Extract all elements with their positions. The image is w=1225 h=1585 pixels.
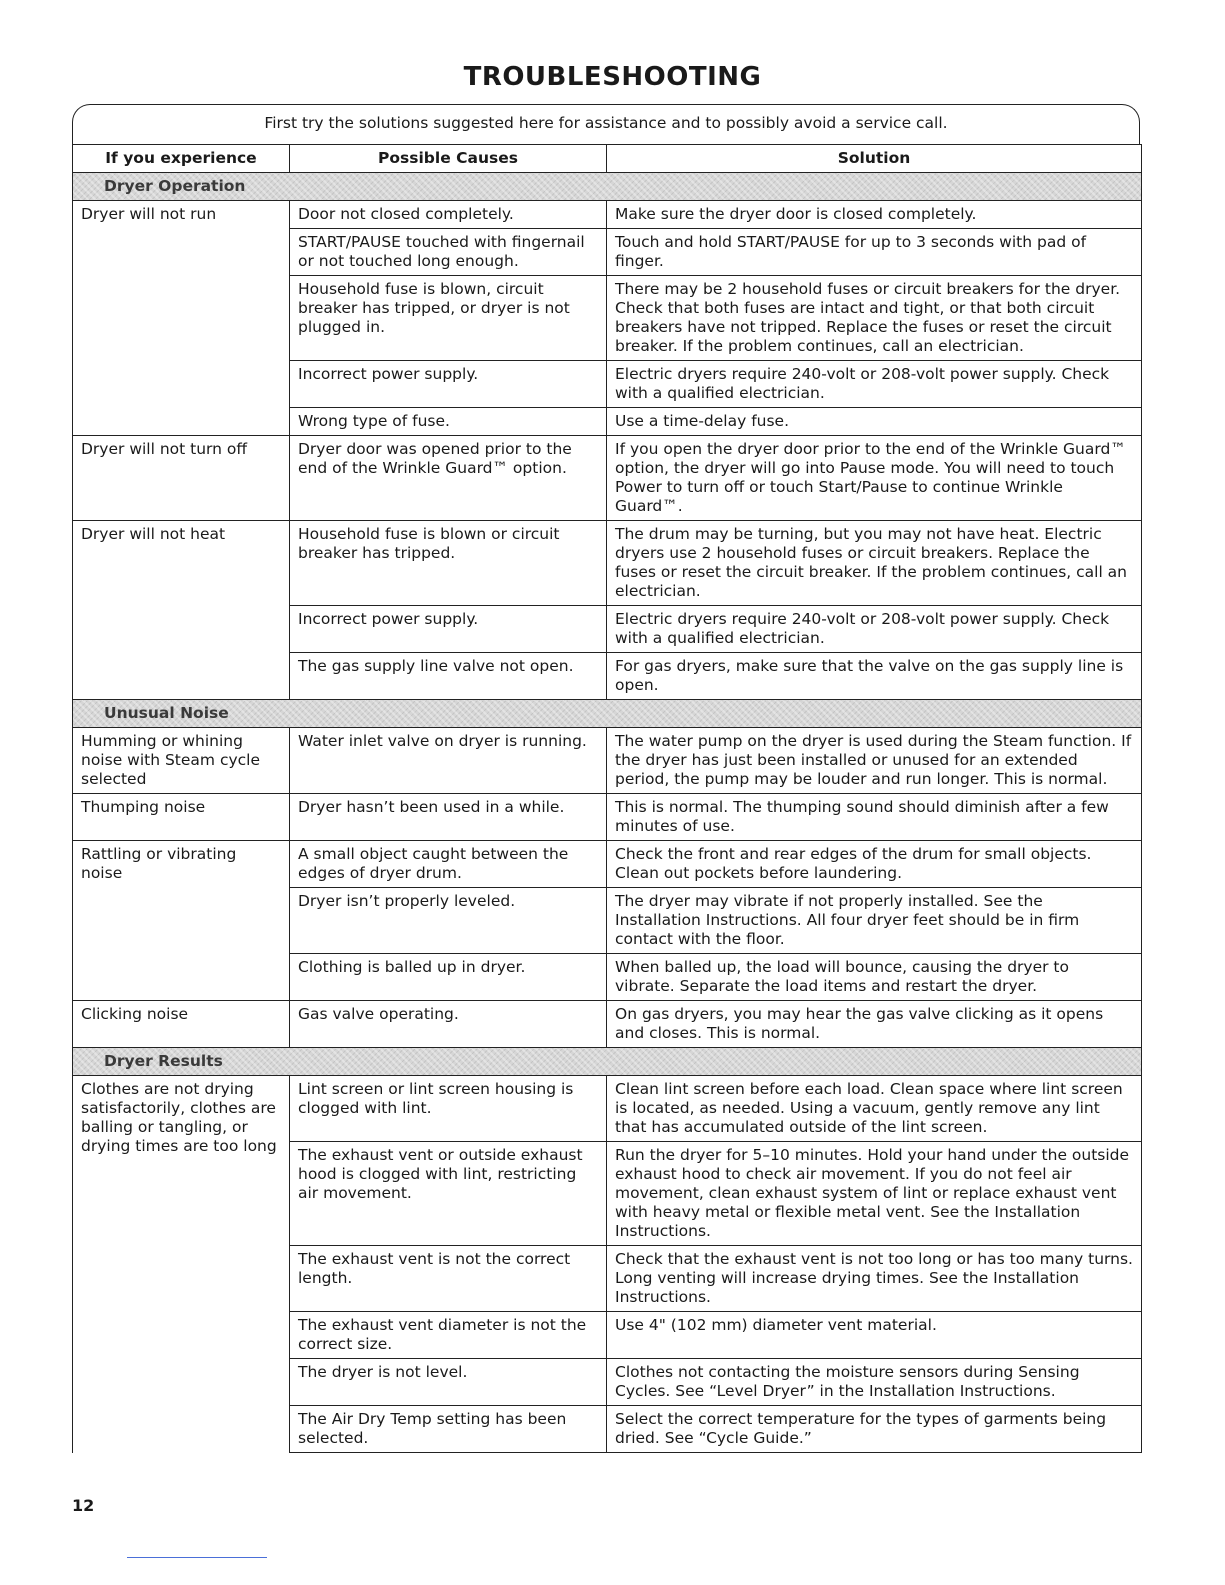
table-row <box>73 436 1142 521</box>
cause-cell: Incorrect power supply. <box>290 361 607 408</box>
header-symptom: If you experience <box>73 145 290 173</box>
solution-cell: The dryer may vibrate if not properly installed. See the Installation Instructions. All four dryer feet should be in firm contact with the floor. <box>607 888 1142 954</box>
cause-cell: A small object caught between the edges of dryer drum. <box>290 841 607 888</box>
cause-cell: The exhaust vent diameter is not the correct size. <box>290 1312 607 1359</box>
solution-cell: Use a time-delay fuse. <box>607 408 1142 436</box>
troubleshooting-table <box>72 144 1142 1453</box>
cause-cell: Dryer hasn’t been used in a while. <box>290 794 607 841</box>
cause-cell: The exhaust vent is not the correct length. <box>290 1246 607 1312</box>
solution-cell: The drum may be turning, but you may not have heat. Electric dryers use 2 household fuses or circuit breakers. Replace the fuses or reset the circuit breaker. If the problem continues, call an electrician. <box>607 521 1142 606</box>
page-title: TROUBLESHOOTING <box>463 62 762 92</box>
section-row <box>73 173 1142 201</box>
cause-cell: Incorrect power supply. <box>290 606 607 653</box>
page-number: 12 <box>72 1496 95 1515</box>
section-title: Dryer Operation <box>73 173 1142 201</box>
symptom-cell: Rattling or vibrating noise <box>73 841 290 1001</box>
solution-cell: Clean lint screen before each load. Clean space where lint screen is located, as needed. Using a vacuum, gently remove any lint that has accumulated outside of the lint screen. <box>607 1076 1142 1142</box>
solution-cell: Use 4" (102 mm) diameter vent material. <box>607 1312 1142 1359</box>
section-title: Unusual Noise <box>73 700 1142 728</box>
table-row <box>73 841 1142 888</box>
section-row <box>73 700 1142 728</box>
solution-cell: There may be 2 household fuses or circuit breakers for the dryer. Check that both fuses are intact and tight, or that both circuit breakers have not tripped. Replace the fuses or reset the circuit breaker. If the problem continues, call an electrician. <box>607 276 1142 361</box>
cause-cell: Gas valve operating. <box>290 1001 607 1048</box>
solution-cell: Electric dryers require 240-volt or 208-volt power supply. Check with a qualified electrician. <box>607 361 1142 408</box>
cause-cell: Clothing is balled up in dryer. <box>290 954 607 1001</box>
solution-cell: When balled up, the load will bounce, causing the dryer to vibrate. Separate the load items and restart the dryer. <box>607 954 1142 1001</box>
table-row <box>73 201 1142 229</box>
symptom-cell: Clicking noise <box>73 1001 290 1048</box>
cause-cell: The dryer is not level. <box>290 1359 607 1406</box>
cause-cell: Door not closed completely. <box>290 201 607 229</box>
section-row <box>73 1048 1142 1076</box>
solution-cell: Electric dryers require 240-volt or 208-volt power supply. Check with a qualified electrician. <box>607 606 1142 653</box>
cause-cell: START/PAUSE touched with fingernail or not touched long enough. <box>290 229 607 276</box>
cause-cell: Lint screen or lint screen housing is clogged with lint. <box>290 1076 607 1142</box>
symptom-cell: Thumping noise <box>73 794 290 841</box>
solution-cell: If you open the dryer door prior to the end of the Wrinkle Guard™ option, the dryer will go into Pause mode. You will need to touch Power to turn off or touch Start/Pause to continue Wrinkle Guard™. <box>607 436 1142 521</box>
solution-cell: This is normal. The thumping sound should diminish after a few minutes of use. <box>607 794 1142 841</box>
table-row <box>73 1001 1142 1048</box>
header-row <box>73 145 1142 173</box>
cause-cell: Water inlet valve on dryer is running. <box>290 728 607 794</box>
section-title: Dryer Results <box>73 1048 1142 1076</box>
solution-cell: For gas dryers, make sure that the valve on the gas supply line is open. <box>607 653 1142 700</box>
footer-rule <box>127 1557 267 1558</box>
symptom-cell: Humming or whining noise with Steam cycle selected <box>73 728 290 794</box>
cause-cell: Household fuse is blown, circuit breaker has tripped, or dryer is not plugged in. <box>290 276 607 361</box>
solution-cell: Select the correct temperature for the types of garments being dried. See “Cycle Guide.” <box>607 1406 1142 1453</box>
solution-cell: Touch and hold START/PAUSE for up to 3 seconds with pad of finger. <box>607 229 1142 276</box>
symptom-cell: Dryer will not turn off <box>73 436 290 521</box>
cause-cell: Household fuse is blown or circuit breaker has tripped. <box>290 521 607 606</box>
table-row <box>73 521 1142 606</box>
symptom-cell: Dryer will not run <box>73 201 290 436</box>
cause-cell: Wrong type of fuse. <box>290 408 607 436</box>
header-causes: Possible Causes <box>290 145 607 173</box>
solution-cell: Clothes not contacting the moisture sensors during Sensing Cycles. See “Level Dryer” in the Installation Instructions. <box>607 1359 1142 1406</box>
symptom-cell: Dryer will not heat <box>73 521 290 700</box>
cause-cell: The gas supply line valve not open. <box>290 653 607 700</box>
solution-cell: Check the front and rear edges of the drum for small objects. Clean out pockets before laundering. <box>607 841 1142 888</box>
header-solution: Solution <box>607 145 1142 173</box>
cause-cell: Dryer isn’t properly leveled. <box>290 888 607 954</box>
table-row <box>73 794 1142 841</box>
solution-cell: Check that the exhaust vent is not too long or has too many turns. Long venting will increase drying times. See the Installation Instructions. <box>607 1246 1142 1312</box>
table-body <box>73 173 1142 1453</box>
intro-text: First try the solutions suggested here for assistance and to possibly avoid a service call. <box>264 114 948 132</box>
table-row <box>73 728 1142 794</box>
solution-cell: On gas dryers, you may hear the gas valve clicking as it opens and closes. This is normal. <box>607 1001 1142 1048</box>
cause-cell: Dryer door was opened prior to the end of the Wrinkle Guard™ option. <box>290 436 607 521</box>
solution-cell: Run the dryer for 5–10 minutes. Hold your hand under the outside exhaust hood to check air movement. If you do not feel air movement, clean exhaust system of lint or replace exhaust vent with heavy metal or flexible metal vent. See the Installation Instructions. <box>607 1142 1142 1246</box>
cause-cell: The exhaust vent or outside exhaust hood is clogged with lint, restricting air movement. <box>290 1142 607 1246</box>
solution-cell: The water pump on the dryer is used during the Steam function. If the dryer has just been installed or unused for an extended period, the pump may be louder and run longer. This is normal. <box>607 728 1142 794</box>
cause-cell: The Air Dry Temp setting has been selected. <box>290 1406 607 1453</box>
symptom-cell: Clothes are not drying satisfactorily, clothes are balling or tangling, or drying times are too long <box>73 1076 290 1453</box>
table-row <box>73 1076 1142 1142</box>
solution-cell: Make sure the dryer door is closed completely. <box>607 201 1142 229</box>
